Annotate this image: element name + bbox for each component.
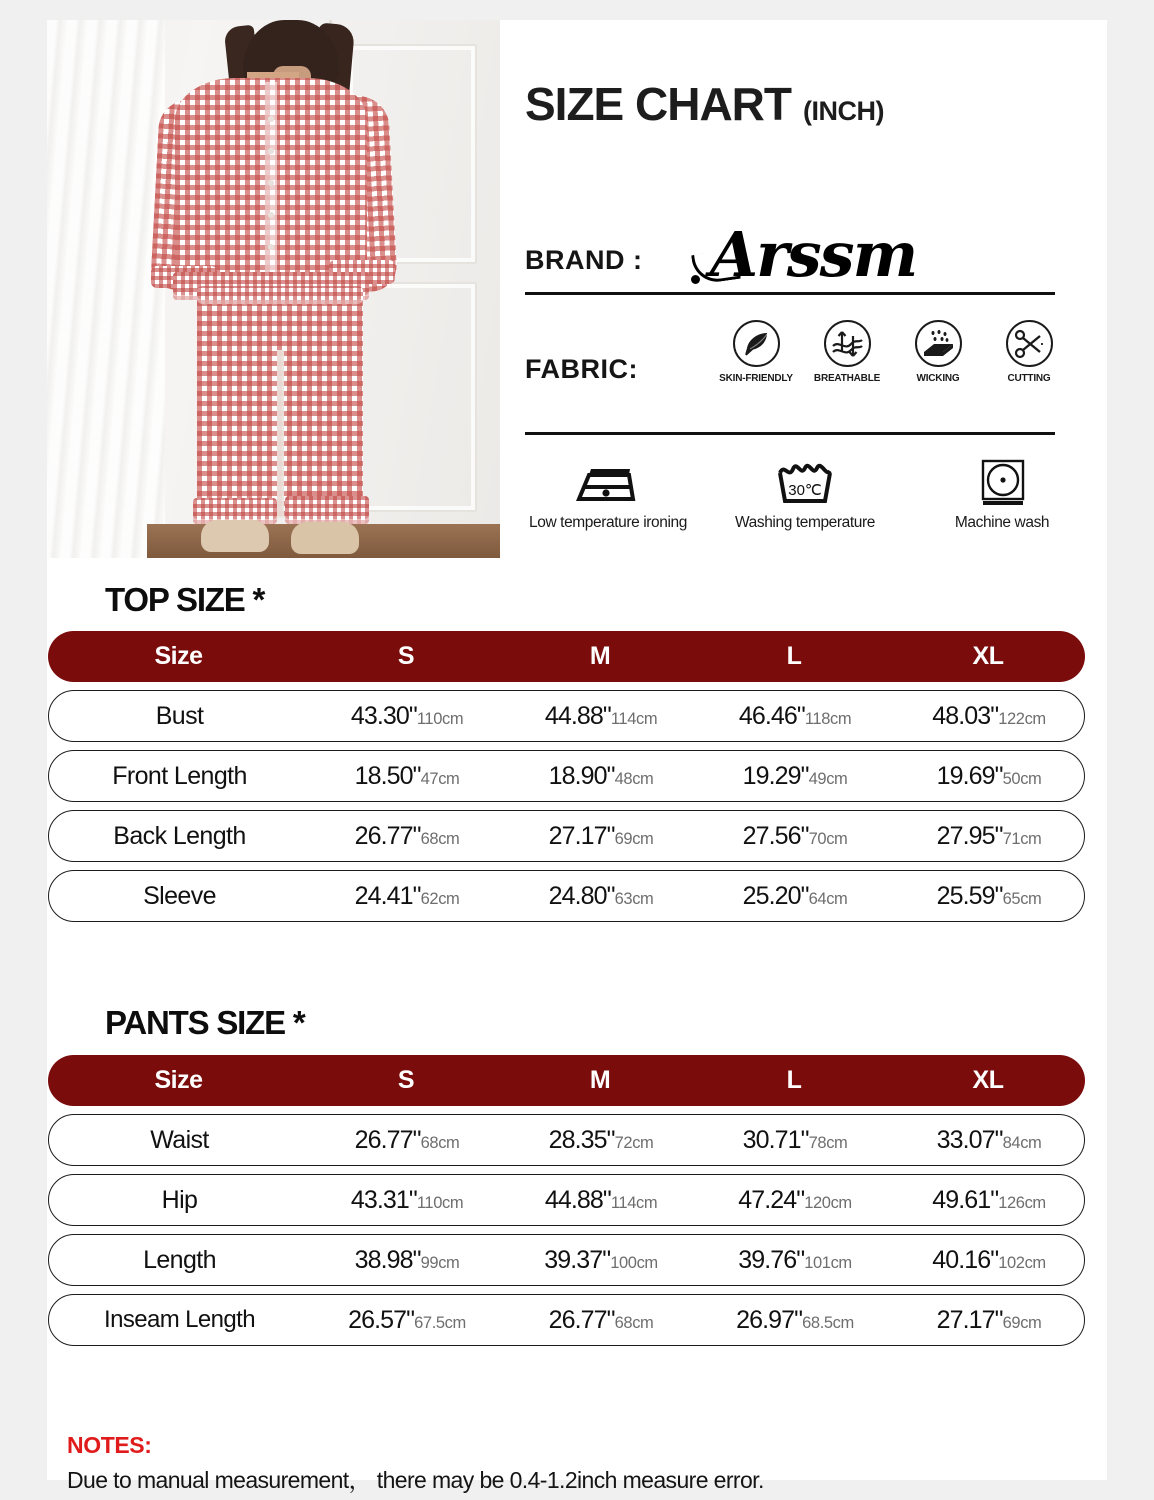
inch-value: 24.80"	[548, 881, 615, 910]
fabric-feature	[988, 320, 1070, 384]
measurement-cell	[698, 1126, 892, 1155]
cm-value: 49cm	[808, 769, 848, 788]
column-header-s: S	[397, 1066, 415, 1094]
cm-value: 68cm	[420, 1133, 460, 1152]
fabric-feature-label: SKIN-FRIENDLY	[719, 373, 793, 384]
table-header-row	[48, 1055, 1085, 1106]
row-label: Hip	[161, 1185, 198, 1214]
measurement-cell	[698, 1186, 892, 1215]
title-text: SIZE CHART	[525, 78, 791, 130]
cm-value: 64cm	[808, 889, 848, 908]
inch-value: 27.17"	[548, 821, 615, 850]
inch-value: 18.50"	[354, 761, 421, 790]
table-row	[48, 1174, 1085, 1226]
cm-value: 120cm	[804, 1193, 852, 1212]
inch-value: 19.69"	[936, 761, 1003, 790]
cm-value: 68.5cm	[802, 1313, 854, 1332]
measurement-cell	[892, 822, 1086, 851]
feather-icon	[733, 320, 780, 367]
inch-value: 30.71"	[742, 1125, 809, 1154]
inch-value: 26.77"	[354, 1125, 421, 1154]
measurement-cell	[310, 1246, 504, 1275]
cm-value: 114cm	[610, 1193, 658, 1212]
care-instruction-list	[510, 452, 1100, 532]
wash-temp-value: 30℃	[788, 482, 822, 499]
scissors-icon	[1006, 320, 1053, 367]
brand-name: Arssm	[710, 218, 917, 291]
row-label: Inseam Length	[104, 1306, 255, 1333]
brand-label: BRAND :	[525, 245, 643, 275]
inch-value: 24.41"	[354, 881, 421, 910]
measurement-cell	[310, 822, 504, 851]
inch-value: 33.07"	[936, 1125, 1003, 1154]
wash-tub-icon	[707, 452, 903, 514]
measurement-cell	[504, 762, 698, 791]
inch-value: 46.46"	[738, 701, 805, 730]
cm-value: 102cm	[998, 1253, 1046, 1272]
fabric-divider	[525, 432, 1055, 435]
column-header-size: Size	[154, 642, 203, 670]
measurement-cell	[892, 702, 1086, 731]
cm-value: 62cm	[420, 889, 460, 908]
cm-value: 47cm	[420, 769, 460, 788]
notes-body: Due to manual measurement， there may be 0.4-1.2inch measure error.	[67, 1467, 764, 1493]
cm-value: 114cm	[610, 709, 658, 728]
water-drops-icon	[915, 320, 962, 367]
inch-value: 25.20"	[742, 881, 809, 910]
cm-value: 71cm	[1002, 829, 1042, 848]
measurement-cell	[698, 822, 892, 851]
cm-value: 110cm	[416, 709, 464, 728]
model-figure	[47, 20, 500, 558]
measurement-cell	[504, 1186, 698, 1215]
care-instruction	[510, 452, 706, 532]
table-row	[48, 750, 1085, 802]
inch-value: 27.95"	[936, 821, 1003, 850]
measurement-cell	[892, 1306, 1086, 1335]
measurement-cell	[504, 882, 698, 911]
machine-wash-icon	[904, 452, 1100, 514]
inch-value: 43.30"	[350, 701, 417, 730]
cm-value: 67.5cm	[414, 1313, 466, 1332]
measurement-cell	[892, 762, 1086, 791]
button	[268, 212, 274, 218]
top-size-title: TOP SIZE *	[105, 581, 265, 618]
cm-value: 68cm	[614, 1313, 654, 1332]
button	[268, 180, 274, 186]
fabric-feature	[806, 320, 888, 384]
measurement-cell	[892, 1186, 1086, 1215]
pants-waistband	[197, 286, 363, 304]
care-instruction	[707, 452, 903, 532]
cm-value: 126cm	[998, 1193, 1046, 1212]
column-header-m: M	[589, 1066, 611, 1094]
inch-value: 26.77"	[354, 821, 421, 850]
fabric-feature-label: WICKING	[916, 373, 960, 384]
slipper-left	[201, 520, 269, 552]
table-row	[48, 810, 1085, 862]
cm-value: 78cm	[808, 1133, 848, 1152]
cm-value: 69cm	[614, 829, 654, 848]
measurement-cell	[698, 1306, 892, 1335]
inch-value: 47.24"	[738, 1185, 805, 1214]
cm-value: 50cm	[1002, 769, 1042, 788]
cm-value: 72cm	[614, 1133, 654, 1152]
brand-swash-dot	[691, 275, 700, 284]
table-row	[48, 870, 1085, 922]
inch-value: 26.97"	[736, 1305, 803, 1334]
cm-value: 65cm	[1002, 889, 1042, 908]
notes-section	[67, 1432, 1087, 1495]
measurement-cell	[310, 762, 504, 791]
care-instruction-label: Machine wash	[954, 514, 1050, 531]
fabric-feature-label: CUTTING	[1007, 373, 1051, 384]
inch-value: 28.35"	[548, 1125, 615, 1154]
cm-value: 68cm	[420, 829, 460, 848]
care-instruction	[904, 452, 1100, 532]
inch-value: 40.16"	[932, 1245, 999, 1274]
measurement-cell	[504, 1246, 698, 1275]
column-header-xl: XL	[972, 1066, 1004, 1094]
pants-ruffle-right	[285, 496, 369, 524]
column-header-s: S	[397, 642, 415, 670]
table-row	[48, 1294, 1085, 1346]
cm-value: 118cm	[804, 709, 852, 728]
measurement-cell	[504, 822, 698, 851]
cm-value: 48cm	[614, 769, 654, 788]
inch-value: 38.98"	[354, 1245, 421, 1274]
inch-value: 44.88"	[544, 1185, 611, 1214]
table-row	[48, 1234, 1085, 1286]
cm-value: 110cm	[416, 1193, 464, 1212]
care-instruction-label: Washing temperature	[734, 514, 875, 531]
inch-value: 43.31"	[350, 1185, 417, 1214]
fabric-feature-list	[715, 320, 1070, 384]
measurement-cell	[698, 882, 892, 911]
measurement-cell	[504, 1126, 698, 1155]
inch-value: 39.76"	[738, 1245, 805, 1274]
button	[268, 244, 274, 250]
inch-value: 26.77"	[548, 1305, 615, 1334]
top-size-table	[48, 631, 1085, 922]
measurement-cell	[310, 1126, 504, 1155]
table-row	[48, 690, 1085, 742]
measurement-cell	[698, 1246, 892, 1275]
notes-title: NOTES:	[67, 1432, 152, 1458]
measurement-cell	[310, 1306, 504, 1335]
inch-value: 39.37"	[544, 1245, 611, 1274]
row-label: Waist	[150, 1125, 209, 1154]
row-label: Sleeve	[143, 881, 216, 910]
inch-value: 25.59"	[936, 881, 1003, 910]
inch-value: 49.61"	[932, 1185, 999, 1214]
fabric-label: FABRIC:	[525, 354, 638, 384]
header-section	[47, 20, 1107, 558]
brand-row	[525, 180, 1055, 291]
care-instruction-label: Low temperature ironing	[529, 514, 687, 531]
inch-value: 18.90"	[548, 761, 615, 790]
cm-value: 69cm	[1002, 1313, 1042, 1332]
measurement-cell	[892, 1246, 1086, 1275]
column-header-l: L	[786, 642, 802, 670]
fabric-row	[525, 320, 1070, 420]
pants-size-table	[48, 1055, 1085, 1346]
measurement-cell	[310, 1186, 504, 1215]
title-unit: (INCH)	[803, 96, 884, 126]
info-panel	[500, 20, 1107, 558]
table-row	[48, 1114, 1085, 1166]
fabric-feature-label: BREATHABLE	[813, 373, 881, 384]
column-header-m: M	[589, 642, 611, 670]
measurement-cell	[310, 882, 504, 911]
measurement-cell	[698, 702, 892, 731]
button	[268, 148, 274, 154]
inch-value: 27.17"	[936, 1305, 1003, 1334]
column-header-xl: XL	[972, 642, 1004, 670]
inch-value: 27.56"	[742, 821, 809, 850]
iron-low-icon	[510, 452, 706, 514]
cm-value: 70cm	[808, 829, 848, 848]
leg-separation	[277, 350, 284, 518]
fabric-feature	[897, 320, 979, 384]
cm-value: 99cm	[420, 1253, 460, 1272]
row-label: Length	[143, 1245, 216, 1274]
table-header-row	[48, 631, 1085, 682]
cm-value: 100cm	[610, 1253, 658, 1272]
column-header-size: Size	[154, 1066, 203, 1094]
size-chart-page	[47, 20, 1107, 1493]
inch-value: 19.29"	[742, 761, 809, 790]
inch-value: 48.03"	[932, 701, 999, 730]
row-label: Front Length	[112, 761, 247, 790]
measurement-cell	[892, 1126, 1086, 1155]
cm-value: 101cm	[804, 1253, 852, 1272]
inch-value: 26.57"	[348, 1305, 415, 1334]
measurement-cell	[892, 882, 1086, 911]
cm-value: 122cm	[998, 709, 1046, 728]
brand-divider	[525, 292, 1055, 295]
row-label: Bust	[155, 701, 204, 730]
measurement-cell	[504, 702, 698, 731]
measurement-cell	[504, 1306, 698, 1335]
slipper-right	[291, 522, 359, 554]
measurement-cell	[698, 762, 892, 791]
airflow-icon	[824, 320, 871, 367]
product-photo	[47, 20, 500, 558]
pants-size-title: PANTS SIZE *	[105, 1004, 305, 1041]
inch-value: 44.88"	[544, 701, 611, 730]
page-title	[525, 77, 884, 131]
cm-value: 63cm	[614, 889, 654, 908]
cm-value: 84cm	[1002, 1133, 1042, 1152]
fabric-feature	[715, 320, 797, 384]
row-label: Back Length	[113, 821, 246, 850]
column-header-l: L	[786, 1066, 802, 1094]
measurement-cell	[310, 702, 504, 731]
button	[268, 116, 274, 122]
